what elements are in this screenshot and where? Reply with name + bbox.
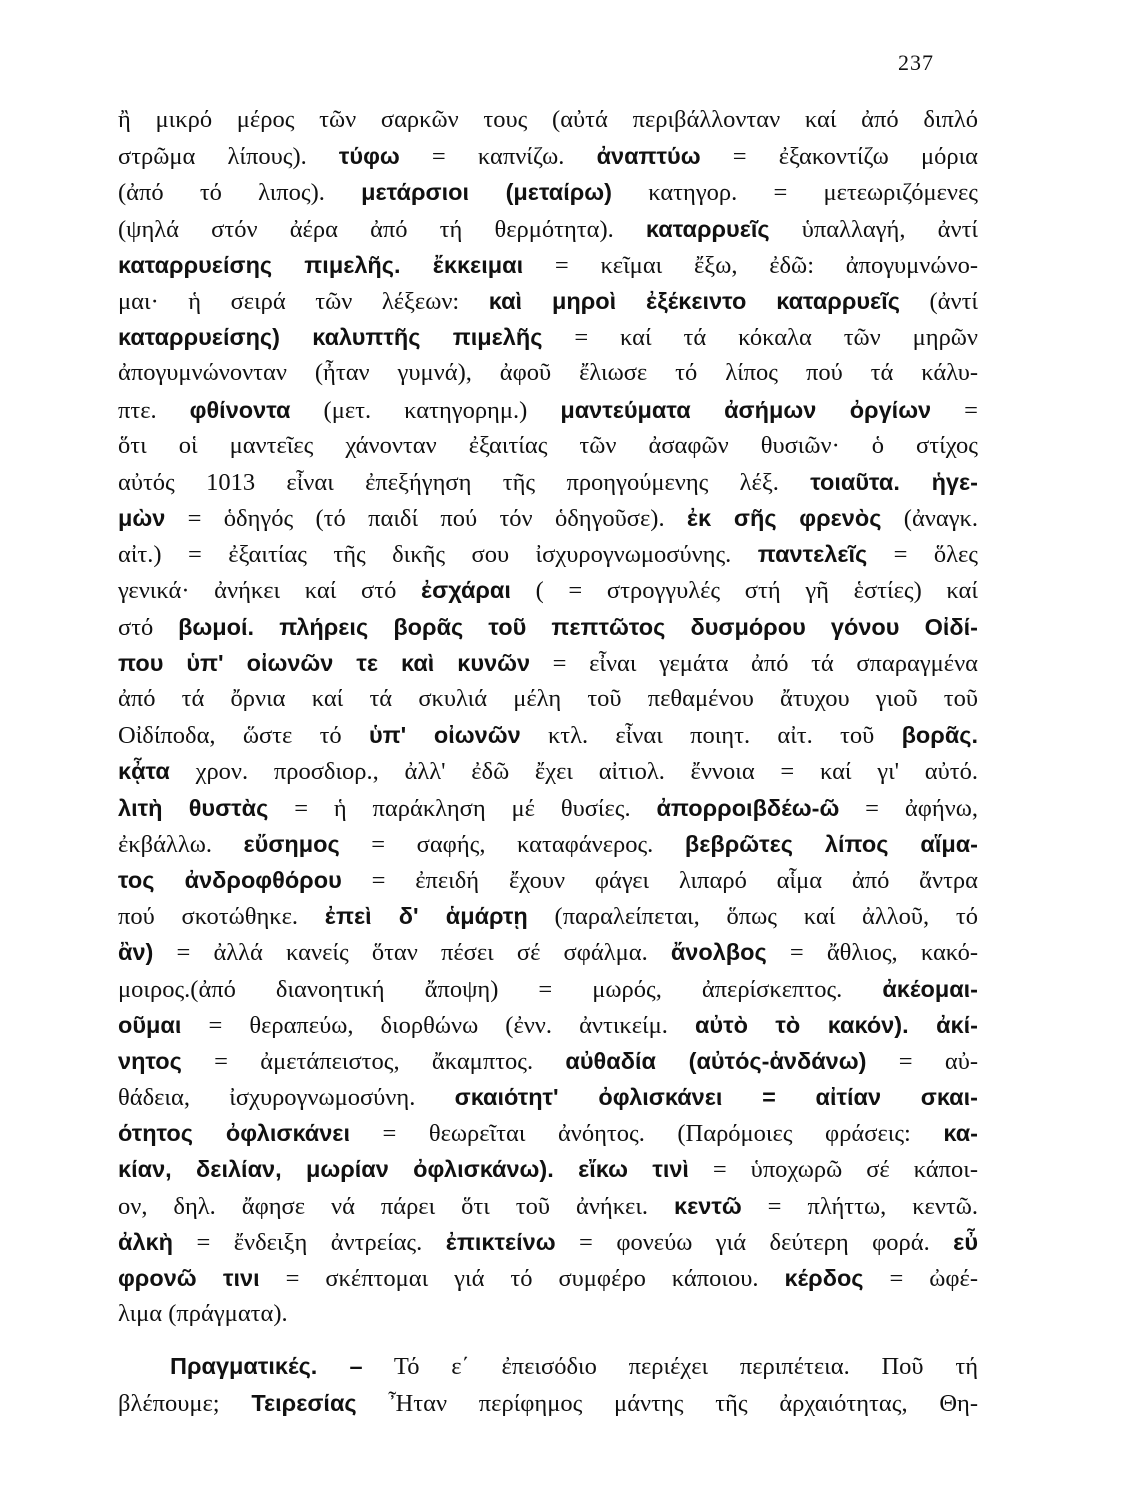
text-line — [118, 717, 978, 753]
bold-term: εὔσημος — [243, 830, 340, 857]
text-run: ἀπογυμνώνονταν (ἦταν γυμνά), ἀφοῦ ἔλιωσε τό λίπος πού τά κάλυ- — [118, 359, 978, 387]
bold-term: φθίνοντα — [189, 396, 291, 423]
text-run: = ἄθλιος, κακό- — [766, 939, 978, 967]
bold-term: κα- — [943, 1120, 978, 1147]
text-run: ( = στρογγυλές στή γῆ ἑστίες) καί — [510, 577, 978, 605]
text-line — [118, 1043, 978, 1079]
text-run: (μετ. κατηγορημ.) — [290, 396, 561, 424]
text-run: πού σκοτώθηκε. — [118, 903, 325, 931]
bold-term: νητος — [118, 1047, 182, 1074]
text-line — [118, 355, 978, 391]
text-run: (ἀπό τό λιπος). — [118, 179, 362, 207]
text-line — [118, 971, 978, 1007]
text-run: μοιρος.(ἀπό διανοητική ἄποψη) = μωρός, ἀπερίσκεπτος. — [118, 975, 883, 1003]
text-run: = — [931, 396, 978, 424]
text-run: (παραλείπεται, ὅπως καί ἀλλοῦ, τό — [527, 903, 978, 931]
text-run: λιμα (πράγματα). — [118, 1300, 288, 1328]
bold-term: αὐτὸ τὸ κακόν). ἀκί- — [694, 1011, 978, 1038]
bold-term: καταρρυείσης πιμελῆς. ἔκκειμαι — [118, 251, 524, 278]
text-run: ἢ μικρό μέρος τῶν σαρκῶν τους (αὐτά περιβάλλονταν καί ἀπό διπλό — [118, 106, 978, 133]
text-run: στρῶμα λίπους). — [118, 143, 339, 171]
bold-term: ἀναπτύω — [596, 143, 701, 170]
bold-term: εὖ — [953, 1228, 979, 1255]
bold-term: μὼν — [118, 505, 166, 532]
text-run: (ἀναγκ. — [881, 505, 978, 533]
text-line — [118, 536, 978, 572]
text-line — [118, 1260, 978, 1296]
text-line — [118, 464, 978, 500]
bold-term: βορᾶς. — [901, 722, 979, 749]
text-run: = ὁδηγός (τό παιδί πού τόν ὁδηγοῦσε). — [165, 505, 687, 533]
bold-term: βωμοί. πλήρεις βορᾶς τοῦ πεπτῶτος δυσμόρου γόνου Οἰδί- — [178, 613, 979, 640]
bold-term: ἐκ σῆς φρενὸς — [686, 505, 882, 532]
bold-term: οῦμαι — [118, 1011, 182, 1038]
text-line — [118, 790, 978, 826]
bold-term: βεβρῶτες λίπος αἵμα- — [684, 830, 978, 857]
text-run: = σκέπτομαι γιά τό συμφέρο κάποιου. — [259, 1265, 785, 1292]
bold-term: σκαιότητ' ὀφλισκάνει = αἰτίαν σκαι- — [454, 1084, 978, 1111]
text-run: = ἀλλά κανείς ὅταν πέσει σέ σφάλμα. — [153, 939, 671, 967]
text-line — [118, 681, 978, 717]
text-line — [118, 934, 978, 970]
text-run: Ἦταν περίφημος μάντης τῆς ἀρχαιότητας, Θη- — [356, 1389, 978, 1417]
text-run: = ἀμετάπειστος, ἄκαμπτος. — [181, 1047, 566, 1075]
text-line — [118, 609, 978, 645]
text-run: = ἔνδειξη ἀντρείας. — [172, 1228, 446, 1256]
bold-term: τύφω — [338, 143, 400, 170]
text-line — [118, 572, 978, 608]
text-run: κατηγορ. = μετεωριζόμενες — [611, 179, 978, 207]
bold-term: ὑπ' οἰωνῶν — [368, 722, 521, 749]
text-run: = ἀφήνω, — [839, 794, 978, 822]
bold-term: λιτὴ θυστὰς — [118, 794, 269, 821]
bold-term: αὐθαδία (αὐτός-ἁνδάνω) — [565, 1047, 867, 1074]
text-line — [118, 1188, 978, 1224]
bold-term: μαντεύματα ἀσήμων ὀργίων — [560, 396, 932, 423]
bold-term: ἐπεὶ δ' ἁμάρτῃ — [324, 903, 528, 930]
text-line — [118, 753, 978, 789]
text-run: = σαφής, καταφάνερος. — [339, 830, 685, 858]
text-run: ον, δηλ. ἄφησε νά πάρει ὅτι τοῦ ἀνήκει. — [118, 1192, 675, 1220]
paragraph-gap — [118, 1332, 978, 1348]
text-run: = ὠφέ- — [863, 1265, 978, 1292]
text-line — [118, 1007, 978, 1043]
section-paragraph — [118, 1348, 978, 1420]
commentary-text — [118, 102, 978, 1421]
bold-term: φρονῶ τινι — [118, 1265, 260, 1291]
text-run: αἰτ.) = ἐξαιτίας τῆς δικῆς σου ἰσχυρογνωμοσύνης. — [118, 541, 758, 569]
text-run: (ψηλά στόν ἀέρα ἀπό τή θερμότητα). — [118, 215, 646, 243]
text-run: = ὑποχωρῶ σέ κάποι- — [688, 1156, 978, 1184]
text-line — [118, 247, 978, 283]
text-run: ὅτι οἱ μαντεῖες χάνονταν ἐξαιτίας τῶν ἀσαφῶν θυσιῶν· ὁ στίχος — [118, 431, 978, 459]
text-run: (ἀντί — [899, 287, 979, 315]
bold-term: παντελεῖς — [757, 541, 868, 568]
text-run: = ἡ παράκληση μέ θυσίες. — [268, 794, 657, 822]
bold-term: που ὑπ' οἰωνῶν τε καὶ κυνῶν — [118, 649, 531, 676]
text-run: = φονεύω γιά δεύτερη φορά. — [555, 1228, 954, 1256]
text-run: θάδεια, ἰσχυρογνωμοσύνη. — [118, 1084, 455, 1112]
bold-term: τος ἀνδροφθόρου — [118, 866, 342, 893]
text-line — [118, 826, 978, 862]
text-run: μαι· ἡ σειρά τῶν λέξεων: — [118, 287, 489, 315]
text-line — [118, 428, 978, 464]
text-line — [118, 500, 978, 536]
bold-term: Τειρεσίας — [251, 1389, 357, 1416]
text-run: κτλ. εἶναι ποιητ. αἰτ. τοῦ — [520, 722, 902, 750]
text-run: = εἶναι γεμάτα ἀπό τά σπαραγμένα — [530, 649, 978, 677]
text-run: ὑπαλλαγή, ἀντί — [769, 215, 979, 243]
text-run: = ὅλες — [867, 541, 979, 569]
bold-term: μετάρσιοι (μεταίρω) — [361, 179, 612, 206]
text-run: βλέπουμε; — [118, 1389, 252, 1417]
text-run: = καί τά κόκαλα τῶν μηρῶν — [542, 324, 978, 352]
bold-term: ἄνολβος — [670, 939, 767, 966]
bold-term: τοιαῦτα. ἡγε- — [810, 468, 978, 495]
text-line — [118, 1296, 978, 1332]
text-run: = ἐξακοντίζω μόρια — [700, 143, 978, 171]
bold-term: Πραγματικές. – — [170, 1353, 363, 1380]
text-line — [118, 211, 978, 247]
bold-term: ἂν) — [118, 939, 154, 966]
text-run: Τό ε΄ ἐπεισόδιο περιέχει περιπέτεια. Ποῦ τή — [362, 1353, 979, 1381]
text-line — [118, 174, 978, 210]
text-line — [118, 1115, 978, 1151]
text-run: = αὐ- — [866, 1047, 978, 1075]
text-run: Οἰδίποδα, ὥστε τό — [118, 722, 369, 750]
text-line — [118, 283, 978, 319]
text-line — [118, 1385, 978, 1421]
page-number: 237 — [898, 50, 934, 75]
bold-term: καὶ μηροὶ ἐξέκειντο καταρρυεῖς — [488, 287, 900, 314]
text-line — [118, 392, 978, 428]
bold-term: ἐσχάραι — [421, 577, 511, 604]
text-line — [118, 645, 978, 681]
bold-term: κᾆτα — [118, 758, 170, 785]
text-run: ἀπό τά ὄρνια καί τά σκυλιά μέλη τοῦ πεθαμένου ἄτυχου γιοῦ τοῦ — [118, 685, 978, 712]
bold-term: καταρρυείσης) καλυπτῆς πιμελῆς — [118, 324, 543, 351]
bold-term: καταρρυεῖς — [645, 215, 770, 242]
bold-term: κεντῶ — [674, 1192, 742, 1219]
text-line — [118, 1151, 978, 1187]
text-run: = θεωρεῖται ἀνόητος. (Παρόμοιες φράσεις: — [349, 1120, 944, 1148]
bold-term: ἐπικτείνω — [445, 1228, 556, 1255]
bold-term: ἀκέομαι- — [882, 975, 978, 1002]
text-run: = κεῖμαι ἔξω, ἐδῶ: ἀπογυμνώνο- — [523, 251, 978, 279]
text-run: = καπνίζω. — [399, 143, 597, 171]
glossary-paragraph — [118, 102, 978, 1332]
text-run: = ἐπειδή ἔχουν φάγει λιπαρό αἷμα ἀπό ἄντρα — [341, 866, 978, 894]
text-run: = πλήττω, κεντῶ. — [741, 1192, 979, 1220]
text-line — [118, 898, 978, 934]
text-run: ἐκβάλλω. — [118, 830, 244, 858]
text-line — [118, 102, 978, 138]
text-run: αὐτός 1013 εἶναι ἐπεξήγηση τῆς προηγούμενης λέξ. — [118, 468, 811, 496]
text-run: χρον. προσδιορ., ἀλλ' ἐδῶ ἔχει αἰτιολ. ἔννοια = καί γι' αὐτό. — [169, 758, 978, 786]
text-line — [118, 319, 978, 355]
text-run: πτε. — [118, 396, 190, 424]
text-line — [118, 1224, 978, 1260]
text-run: γενικά· ἀνήκει καί στό — [118, 577, 422, 605]
text-line — [118, 1079, 978, 1115]
bold-term: ἀλκὴ — [118, 1228, 173, 1255]
text-line — [118, 862, 978, 898]
bold-term: κέρδος — [784, 1265, 864, 1291]
text-line — [118, 1348, 978, 1384]
text-run: = θεραπεύω, διορθώνω (ἐνν. ἀντικείμ. — [181, 1011, 695, 1039]
bold-term: ἀπορροιβδέω-ῶ — [656, 794, 840, 821]
text-line — [118, 138, 978, 174]
bold-term: ότητος ὀφλισκάνει — [118, 1120, 350, 1147]
text-run: στό — [118, 613, 179, 641]
bold-term: κίαν, δειλίαν, μωρίαν ὀφλισκάνω). εἴκω τινὶ — [118, 1156, 689, 1183]
